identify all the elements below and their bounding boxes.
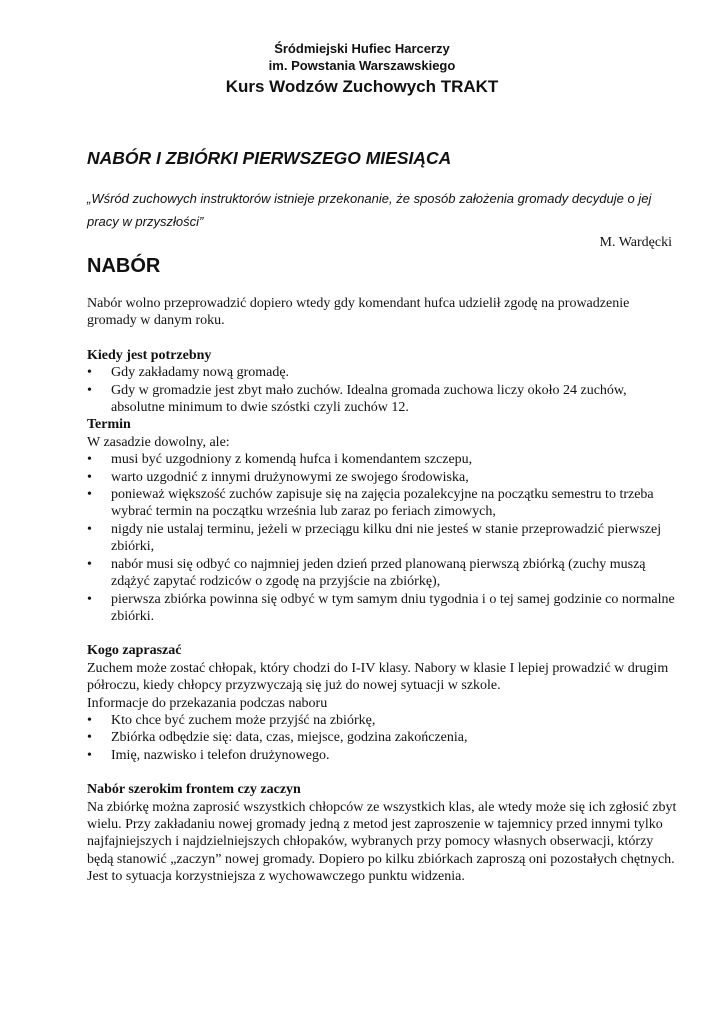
termin-heading: Termin	[87, 417, 131, 433]
termin-list	[87, 451, 682, 625]
bullet-icon: •	[87, 712, 92, 728]
list-item: • nigdy nie ustalaj terminu, jeżeli w przeciągu kilku dni nie jesteś w stanie przeprowadzić pierwszej zbiórki,	[87, 521, 662, 555]
bullet-icon: •	[87, 469, 92, 485]
document-body	[87, 295, 682, 886]
bullet-icon: •	[87, 556, 92, 572]
list-item: • Imię, nazwisko i telefon drużynowego.	[87, 747, 330, 763]
section-title: NABÓR	[87, 255, 161, 277]
course-name: Kurs Wodzów Zuchowych TRAKT	[225, 77, 499, 96]
kiedy-heading: Kiedy jest potrzebny	[87, 347, 212, 363]
intro-paragraph: Nabór wolno przeprowadzić dopiero wtedy gdy komendant hufca udzielił zgodę na prowadzenie gromady w danym roku.	[87, 296, 630, 329]
szeroki-paragraph: Na zbiórkę można zaprosić wszystkich chłopców ze wszystkich klas, ale wtedy może się ich zgłosić zbyt wielu. Przy zakładaniu nowej gromady jedną z metod jest zaproszenie w tajemnicy przed innymi tylko najfajniejszych i najdzielniejszych chłopaków, wybranych przy pomocy własnych obserwacji, którzy będą stanowić „zaczyn” nowej gromady. Dopiero po kilku zbiórkach zaproszą oni pozostałych chętnych. Jest to sytuacja korzystniejsza z wychowawczego punktu widzenia.	[87, 799, 677, 885]
list-item: • musi być uzgodniony z komendą hufca i komendantem szczepu,	[87, 452, 473, 468]
bullet-icon: •	[87, 591, 92, 607]
list-item: • Gdy w gromadzie jest zbyt mało zuchów. Idealna gromada zuchowa liczy około 24 zuchów, absolutne minimum to dwie szóstki czyli zuchów 12.	[87, 382, 627, 416]
epigraph-quote: „Wśród zuchowych instruktorów istnieje przekonanie, że sposób założenia gromady decyduje o jej pracy w przyszłości”	[87, 191, 652, 229]
bullet-icon: •	[87, 382, 92, 398]
kogo-list	[87, 712, 682, 764]
epigraph-author: M. Wardęcki	[599, 235, 672, 250]
szeroki-heading: Nabór szerokim frontem czy zaczyn	[87, 782, 301, 798]
termin-lead: W zasadzie dowolny, ale:	[87, 434, 230, 450]
kogo-info-lead: Informacje do przekazania podczas naboru	[87, 695, 328, 711]
list-item: • pierwsza zbiórka powinna się odbyć w tym samym dniu tygodnia i o tej samej godzinie co normalne zbiórki.	[87, 591, 675, 624]
list-item: • warto uzgodnić z innymi drużynowymi ze swojego środowiska,	[87, 469, 469, 485]
list-item: • Gdy zakładamy nową gromadę.	[87, 365, 290, 381]
list-item: • Zbiórka odbędzie się: data, czas, miejsce, godzina zakończenia,	[87, 730, 468, 746]
bullet-icon: •	[87, 521, 92, 537]
bullet-icon: •	[87, 452, 92, 468]
bullet-icon: •	[87, 730, 92, 746]
kiedy-list	[87, 364, 682, 416]
org-name: Śródmiejski Hufiec Harcerzy	[274, 41, 450, 56]
list-item: • Kto chce być zuchem może przyjść na zbiórkę,	[87, 712, 376, 728]
list-item: • ponieważ większość zuchów zapisuje się na zajęcia pozalekcyjne na początku semestru to trzeba wybrać termin na początku września lub zaraz po feriach zimowych,	[87, 487, 654, 520]
kogo-heading: Kogo zapraszać	[87, 643, 182, 659]
bullet-icon: •	[87, 365, 92, 381]
bullet-icon: •	[87, 747, 92, 763]
bullet-icon: •	[87, 487, 92, 503]
document-title: NABÓR I ZBIÓRKI PIERWSZEGO MIESIĄCA	[87, 148, 452, 168]
list-item: • nabór musi się odbyć co najmniej jeden dzień przed planowaną pierwszą zbiórką (zuchy muszą zdążyć zapytać rodziców o zgodę na przyjście na zbiórkę),	[87, 556, 646, 590]
kogo-paragraph: Zuchem może zostać chłopak, który chodzi do I-IV klasy. Nabory w klasie I lepiej prowadzić w drugim półroczu, kiedy chłopcy przyzwyczają się już do nowej sytuacji w szkole.	[87, 660, 669, 694]
org-patron: im. Powstania Warszawskiego	[268, 58, 456, 73]
